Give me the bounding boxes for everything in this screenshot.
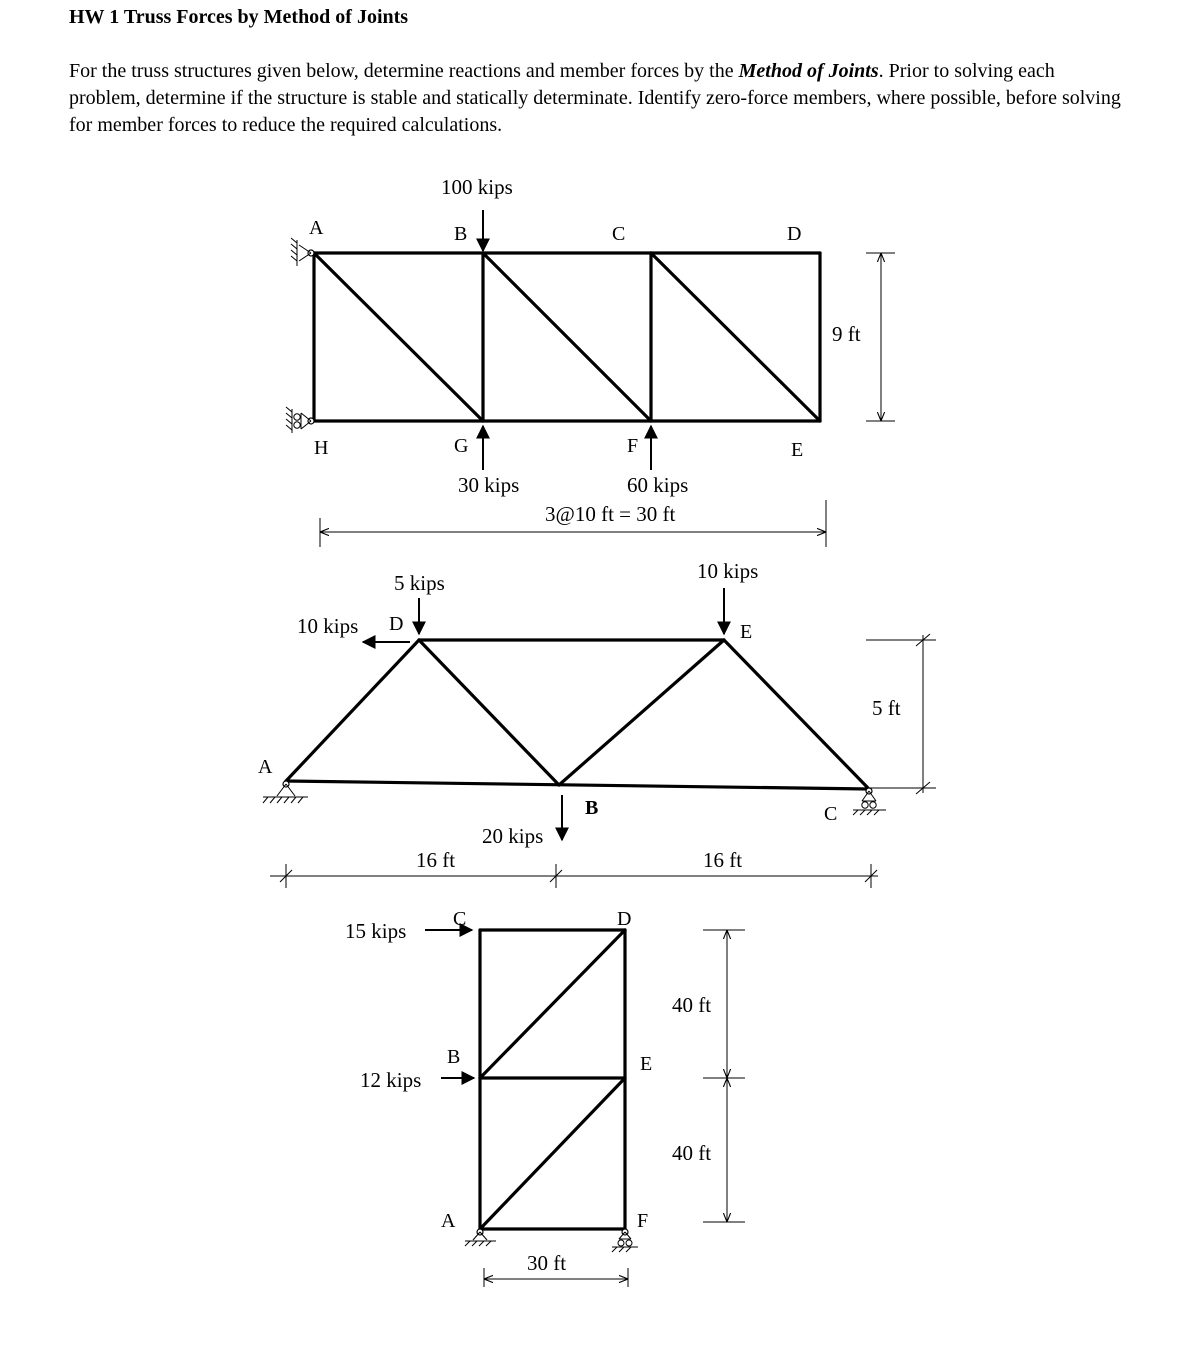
node-label-b: B [585,797,599,819]
member-ad [286,640,419,781]
truss-2-loads [363,588,724,840]
pin-support-a-icon [263,781,308,803]
truss-3-dimensions [484,930,745,1287]
node-label-c: C [824,803,838,825]
member-ec [724,640,869,789]
page-title: HW 1 Truss Forces by Method of Joints [69,6,409,28]
intro-text-start: For the truss structures given below, determine reactions and member forces by the [69,60,739,82]
node-label-e: E [640,1053,653,1075]
roller-support-h-icon [286,407,314,433]
member-ag [314,253,483,421]
load-label-d-vertical: 5 kips [394,571,445,595]
load-label-b: 100 kips [441,175,513,199]
truss-1-labels [309,175,861,526]
member-ac [286,781,869,789]
node-label-h: H [314,437,329,459]
span-left-label: 16 ft [416,848,456,872]
span-right-label: 16 ft [703,848,743,872]
load-label-b: 20 kips [482,824,544,848]
node-label-a: A [258,756,273,778]
load-label-f: 60 kips [627,473,689,497]
member-bd [480,930,625,1078]
node-label-b: B [447,1046,461,1068]
node-label-f: F [627,435,639,457]
member-ae [480,1078,625,1229]
node-label-c: C [453,908,467,930]
load-label-c: 15 kips [345,919,407,943]
truss-2-members [286,640,869,789]
node-label-e: E [740,621,753,643]
load-label-g: 30 kips [458,473,520,497]
pin-support-a-icon [291,238,314,266]
truss-2-labels [258,559,901,872]
load-label-b: 12 kips [360,1068,422,1092]
span-dimension-label: 3@10 ft = 30 ft [545,502,676,526]
node-label-b: B [454,223,468,245]
height-dimension-label: 9 ft [832,322,861,346]
node-label-d: D [787,223,802,245]
member-db [419,640,559,785]
node-label-a: A [441,1210,456,1232]
node-label-d: D [389,613,404,635]
intro-text-end: . Prior to solving each problem, determine if the structure is stable and statically determinate. Identify zero-force members, where possible, before solving for member forces to reduce the required calculations. [69,60,1121,136]
height-upper-label: 40 ft [672,993,712,1017]
truss-3-members [480,930,625,1229]
height-lower-label: 40 ft [672,1141,712,1165]
height-dimension-label: 5 ft [872,696,901,720]
truss-2-dimensions [270,634,936,888]
load-label-e: 10 kips [697,559,759,583]
member-bf [483,253,651,421]
truss-1-members [314,253,820,421]
node-label-d: D [617,908,632,930]
width-dimension-label: 30 ft [527,1251,567,1275]
roller-support-c-icon [853,788,886,815]
member-be [559,640,724,785]
truss-3-labels [345,908,711,1275]
node-label-g: G [454,435,469,457]
node-label-a: A [309,217,324,239]
truss-1 [286,175,895,547]
method-emphasis: Method of Joints [738,60,879,82]
node-label-c: C [612,223,626,245]
roller-support-f-icon [612,1229,638,1252]
member-ce [651,253,820,421]
truss-2 [258,559,936,888]
truss-1-loads [483,210,651,470]
pin-support-a-icon [465,1229,496,1246]
node-label-e: E [791,439,804,461]
load-label-d-horizontal: 10 kips [297,614,359,638]
truss-3 [345,908,745,1287]
node-label-f: F [637,1210,649,1232]
